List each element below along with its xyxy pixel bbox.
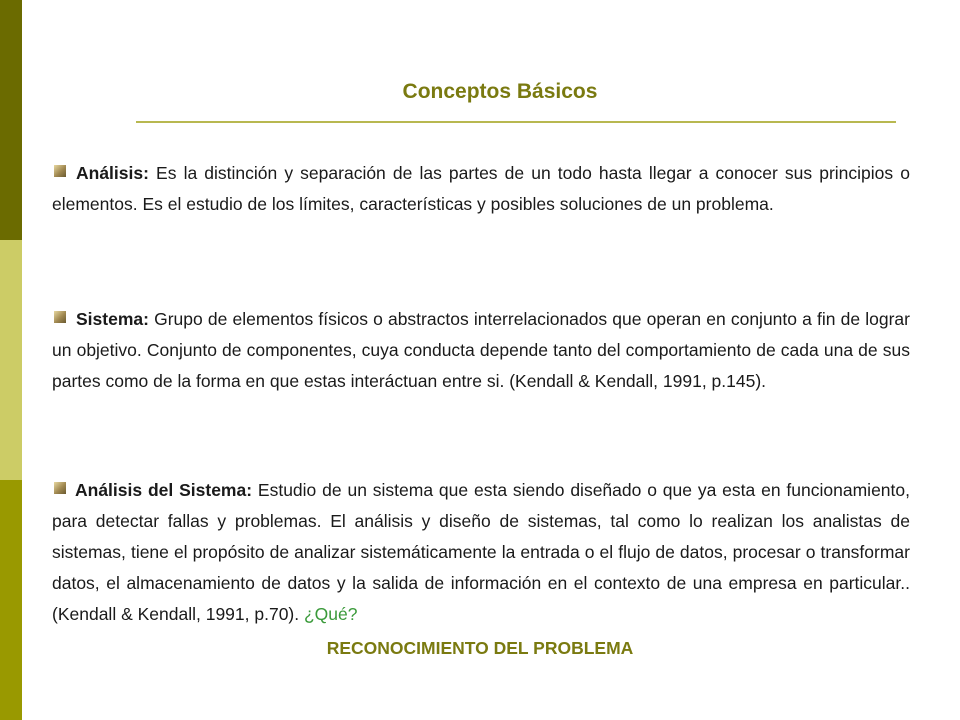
que-link[interactable]: ¿Qué? xyxy=(303,604,358,624)
square-bullet-icon xyxy=(54,311,66,323)
definition-analisis-del-sistema xyxy=(52,475,910,630)
definition-text: Es la distinción y separación de las partes de un todo hasta llegar a conocer sus principios o elementos. Es el estudio de los límites, características y posibles soluciones de un problema. xyxy=(52,163,910,214)
definition-analisis xyxy=(52,158,910,220)
definition-text: Estudio de un sistema que esta siendo diseñado o que ya esta en funcionamiento, para detectar fallas y problemas. El análisis y diseño de sistemas, tal como lo realizan los analistas de sistemas, tiene el propósito de analizar sistemáticamente la entrada o el flujo de datos, procesar o transformar datos, el almacenamiento de datos y la salida de información en el contexto de una empresa en particular.. (Kendall & Kendall, 1991, p.70). xyxy=(52,480,910,624)
definition-term: Sistema: xyxy=(76,309,149,329)
definition-text: Grupo de elementos físicos o abstractos interrelacionados que operan en conjunto a fin de lograr un objetivo. Conjunto de componentes, cuya conducta depende tanto del comportamiento de cada una de sus partes como de la forma en que estas interáctuan entre si. (Kendall & Kendall, 1991, p.145). xyxy=(52,309,910,391)
side-bar-middle xyxy=(0,240,22,480)
side-bar-bottom xyxy=(0,480,22,720)
slide-title: Conceptos Básicos xyxy=(402,80,598,103)
square-bullet-icon xyxy=(54,482,66,494)
section-heading: RECONOCIMIENTO DEL PROBLEMA xyxy=(326,638,634,658)
definition-sistema xyxy=(52,304,910,397)
square-bullet-icon xyxy=(54,165,66,177)
side-bar-top xyxy=(0,0,22,240)
definition-term: Análisis del Sistema: xyxy=(75,480,253,500)
definition-term: Análisis: xyxy=(76,163,149,183)
title-divider xyxy=(136,121,896,123)
